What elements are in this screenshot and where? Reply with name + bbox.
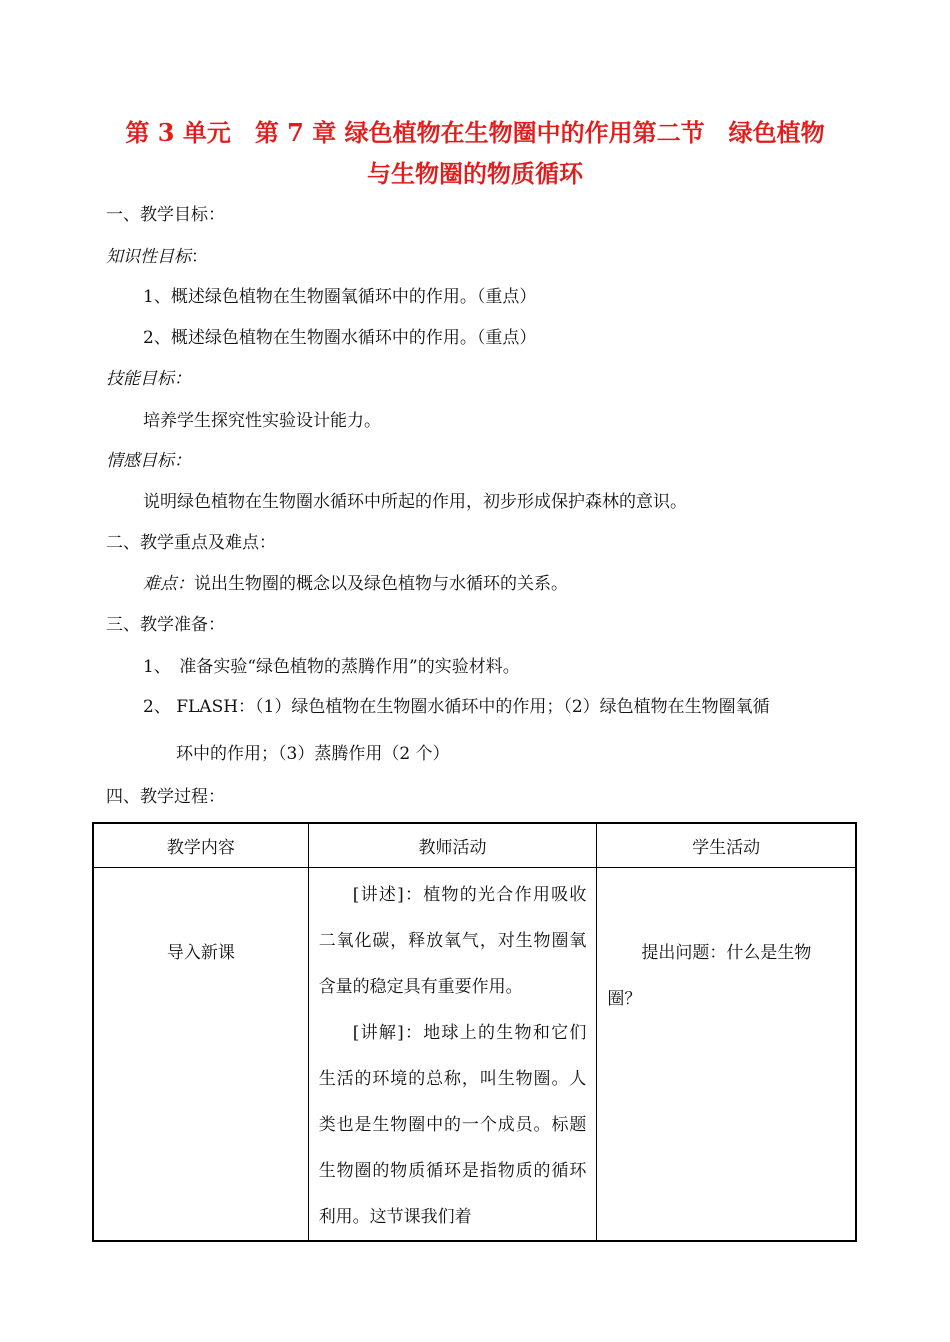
intro-new-lesson-label: 导入新课 [166, 943, 235, 963]
knowledge-objectives-colon: ： [191, 247, 208, 267]
knowledge-objectives-label: 知识性目标 [106, 247, 191, 267]
section-heading-preparation: 三、教学准备： [106, 615, 225, 635]
skill-objectives-label: 技能目标： [106, 369, 191, 389]
skill-objectives-text: 培养学生探究性实验设计能力。 [143, 411, 381, 431]
document-title-line-2: 与生物圈的物质循环 [367, 159, 583, 188]
emotion-objectives-text: 说明绿色植物在生物圈水循环中所起的作用，初步形成保护森林的意识。 [143, 492, 687, 512]
section-heading-key-points: 二、教学重点及难点： [106, 533, 276, 553]
teaching-process-table [92, 822, 857, 1242]
table-row [93, 868, 856, 1242]
section-heading-process: 四、教学过程： [106, 787, 225, 807]
cell-teaching-content [93, 868, 308, 1242]
preparation-item-2-line-1: 2、 FLASH：（1）绿色植物在生物圈水循环中的作用；（2）绿色植物在生物圈氧循 [143, 697, 770, 717]
student-question: 提出问题：什么是生物圈？ [607, 943, 812, 1009]
teacher-statement: [讲述]：植物的光合作用吸收二氧化碳，释放氧气，对生物圈氧含量的稳定具有重要作用。 [318, 885, 587, 997]
preparation-item-2-line-2: 环中的作用；（3）蒸腾作用（2 个） [176, 744, 450, 764]
header-teacher-activity: 教师活动 [308, 823, 597, 868]
cell-student-activity [597, 868, 856, 1242]
difficulty-row [143, 573, 568, 595]
difficulty-text: 说出生物圈的概念以及绿色植物与水循环的关系。 [194, 574, 568, 594]
header-student-activity: 学生活动 [597, 823, 856, 868]
preparation-item-1: 1、 准备实验“绿色植物的蒸腾作用”的实验材料。 [143, 657, 520, 677]
section-heading-objectives: 一、教学目标： [106, 205, 225, 225]
header-teaching-content: 教学内容 [93, 823, 308, 868]
emotion-objectives-label: 情感目标： [106, 451, 191, 471]
cell-teacher-activity [308, 868, 597, 1242]
table-header-row [93, 823, 856, 868]
difficulty-label: 难点： [143, 574, 194, 594]
knowledge-objective-item: 2、概述绿色植物在生物圈水循环中的作用。（重点） [143, 328, 537, 348]
teacher-explanation: [讲解]：地球上的生物和它们生活的环境的总称，叫生物圈。人类也是生物圈中的一个成员。标题生物圈的物质循环是指物质的循环利用。这节课我们着 [318, 1023, 587, 1227]
knowledge-objectives-heading [106, 246, 208, 268]
knowledge-objective-item: 1、概述绿色植物在生物圈氧循环中的作用。（重点） [143, 287, 537, 307]
document-title-line-1: 第 3 单元 第 7 章 绿色植物在生物圈中的作用第二节 绿色植物 [125, 118, 825, 147]
